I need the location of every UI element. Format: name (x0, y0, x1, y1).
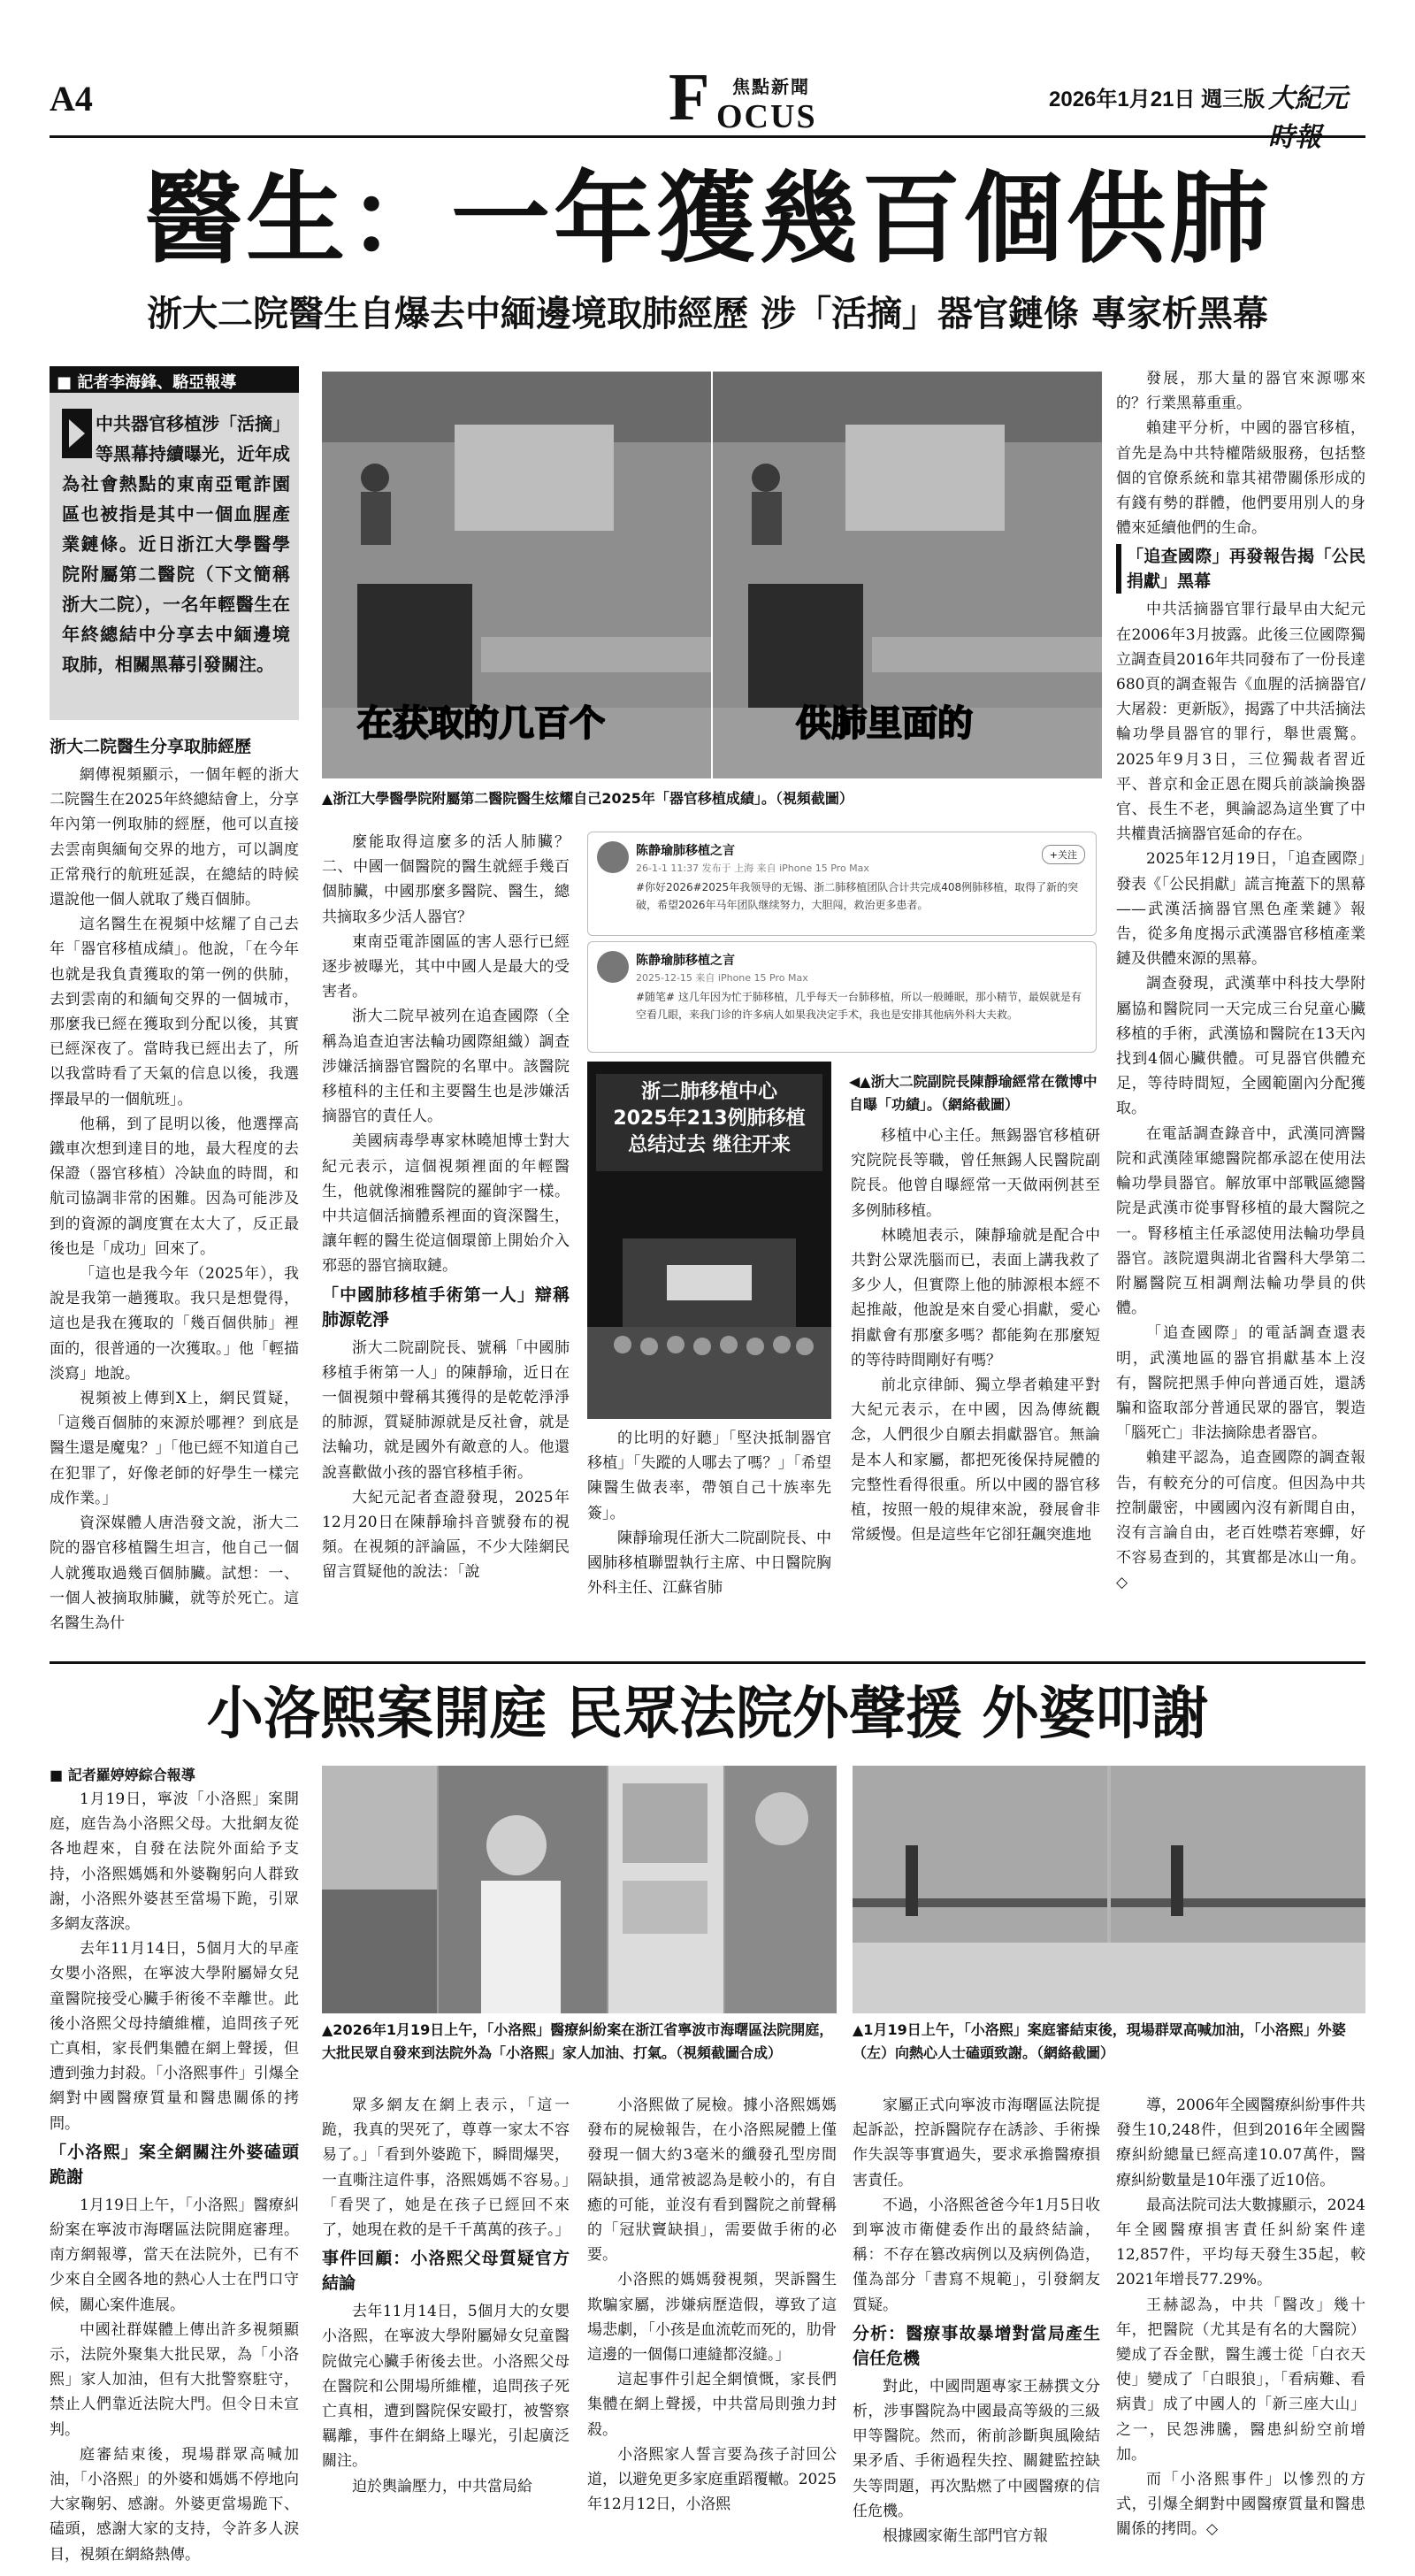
photo-caption: ▲浙江大學醫學院附屬第二醫院醫生炫耀自己2025年「器官移植成績」。（視頻截圖） (322, 790, 853, 807)
byline: ■ 記者李海鋒、駱亞報導 (50, 366, 299, 393)
paragraph: 美國病毒學專家林曉旭博士對大紀元表示，這個視頻裡面的年輕醫生，他就像湘雅醫院的羅帥宇一樣。中共這個活摘體系裡面的資深醫生，讓年輕的醫生從這個環節上開始介入邪惡的器官摘取鏈。 (322, 1132, 570, 1276)
paragraph: 在電話調查錄音中，武漢同濟醫院和武漢陸軍總醫院都承認在使用法輪功學員器官。解放軍中部戰區總醫院是武漢市從事腎移植的最大醫院之一。腎移植主任承認使用法輪功學員器官。該院還與湖北省醫科大學第二附屬醫院互相調劑法輪功學員的供體。 (1116, 1124, 1365, 1318)
section-logo-letter: F (669, 60, 710, 134)
paragraph: 移植中心主任。無錫器官移植研究院院長等職，曾任無錫人民醫院副院長。他曾自曝經常一天做兩例甚至多例肺移植。 (851, 1127, 1100, 1220)
paragraph: 這名醫生在視頻中炫耀了自己去年「器官移植成績」。他說，「在今年也就是我負責獲取的第一例的供肺，去到雲南的和緬甸交界的一個城市，那麼我已經在獲取到分配以後，其實已經深夜了。當時我已經出去了，所以我當時看了天氣的信息以後，我選擇最早的一個航班」。 (50, 916, 299, 1108)
video-frame-right (713, 372, 1102, 778)
paragraph: 1月19日上午，「小洛熙」醫療糾紛案在寧波市海曙區法院開庭審理。南方網報導，當天在法院外，已有不少來自全國各地的熱心人士在門口守候，關心案件進展。 (50, 2196, 299, 2314)
paragraph: 去年11月14日，5個月大的女嬰小洛熙，在寧波大學附屬婦女兒童醫院做完心臟手術後去世。小洛熙父母在醫院和公開場所維權，追問孩子死亡真相，遭到醫院保安毆打，被警察羈離，事件在網絡上曝光，引起廣泛關注。 (322, 2303, 570, 2471)
post-text: #随笔# 这几年因为忙于肺移植，几乎每天一台肺移植，所以一般睡眠，那小精节，最娱就是有空看几眼，来我门诊的许多病人如果我决定手术，我也是安排其他病外科大夫救。 (636, 991, 1082, 1021)
paragraph: 不過，小洛熙爸爸今年1月5日收到寧波市衛健委作出的最終結論，稱：不存在篡改病例以及病例偽造，僅為部分「書寫不規範」，引發網友質疑。 (853, 2196, 1100, 2314)
weibo-post (587, 832, 1097, 936)
post-meta: 26-1-1 11:37 发布于 上海 来自 iPhone 15 Pro Max (636, 862, 869, 874)
paragraph: 去年11月14日，5個月大的早產女嬰小洛熙，在寧波大學附屬婦女兒童醫院接受心臟手術後不幸離世。此後小洛熙父母持續維權，追問孩子死亡真相，家長們集體在網上聲援，但遭到強力封殺。「小洛熙事件」引爆全網對中國醫療質量和醫患關係的拷問。 (50, 1940, 299, 2133)
section-heading: 「小洛熙」案全網關注外婆磕頭跪謝 (50, 2142, 299, 2187)
lead-text (62, 409, 290, 679)
paragraph: 浙大二院副院長、號稱「中國肺移植手術第一人」的陳靜瑜，近日在一個視頻中聲稱其獲得的是乾乾淨淨的肺源，質疑肺源就是反社會，就是法輪功，就是國外有敵意的人。他還說喜歡做小孩的器官移植手術。 (322, 1338, 570, 1482)
article-column-4 (851, 1123, 1100, 1547)
video-frame-left (322, 372, 711, 778)
article-column-3 (587, 2093, 837, 2517)
paragraph: 根據國家衛生部門官方報 (883, 2527, 1048, 2546)
paragraph: 王赫認為，中共「醫改」幾十年，把醫院（尤其是有名的大醫院）變成了吞金獸，醫生護士從「白衣天使」變成了「白眼狼」，「看病難、看病貴」成了中國人的「新三座大山」之一，民怨沸騰，醫患糾紛空前增加。 (1116, 2296, 1365, 2464)
paragraph: 浙大二院早被列在追查國際（全稱為追查迫害法輪功國際組織）調查涉嫌活摘器官醫院的名單中。該醫院移植科的主任和主要醫生也是涉嫌活摘器官的責任人。 (322, 1008, 570, 1126)
court-crowd-photo (322, 1766, 837, 2013)
paragraph: 賴建平分析，中國的器官移植，首先是為中共特權階級服務，包括整個的官僚系統和靠其裙帶關係形成的有錢有勢的群體，他們要用別人的身體來延續他們的生命。 (1116, 419, 1365, 538)
arrow-icon (62, 409, 92, 458)
post-author: 陈静瑜肺移植之言 (636, 954, 735, 968)
section-heading: 「中國肺移植手術第一人」辯稱肺源乾淨 (322, 1284, 570, 1330)
paragraph: 2025年12月19日，「追查國際」發表《「公民捐獻」謊言掩蓋下的黑幕——武漢活摘器官黑色產業鏈》報告，從多角度揭示武漢器官移植產業鏈及供體來源的黑幕。 (1116, 850, 1365, 969)
lead-paragraph: 中共器官移植涉「活摘」等黑幕持續曝光，近年成為社會熱點的東南亞電詐園區也被指是其中一個血腥產業鏈條。近日浙江大學醫學院附屬第二醫院（下文簡稱浙大二院），一名年輕醫生在年終總結中分享去中緬邊境取肺，相關黑幕引發關注。 (62, 413, 290, 675)
masthead (50, 60, 1365, 153)
byline: ■ 記者羅婷婷綜合報導 (50, 1767, 195, 1783)
paragraph: 林曉旭表示，陳靜瑜就是配合中共對公眾洗腦而已，表面上講我救了多少人，但實際上他的肺源根本經不起推敲，他說是來自愛心捐獻，愛心捐獻會有那麼多嗎？都能夠在那麼短的等待時間剛好有嗎？ (851, 1226, 1100, 1369)
article-column-3 (587, 1426, 831, 1600)
paragraph: 最高法院司法大數據顯示，2024年全國醫療損害責任糾紛案件達12,857件，平均每天發生35起，較2021年增長77.29%。 (1116, 2196, 1365, 2289)
court-gate-photo (853, 1766, 1365, 2013)
dateline: 2026年1月21日 週三版 (1049, 88, 1266, 111)
paragraph: 網傳視頻顯示，一個年輕的浙大二院醫生在2025年終總結會上，分享年內第一例取肺的經歷，他可以直接去雲南與緬甸交界的地方，可以調度正常飛行的航班延誤，在總結的時候還說他一個人就取了幾百個肺。 (50, 766, 299, 909)
screen-slogan: 浙二肺移植中心 2025年213例肺移植 总结过去 继往开来 (613, 1081, 806, 1156)
paragraph: 對此，中國問題專家王赫撰文分析，涉事醫院為中國最高等級的三級甲等醫院。然而，術前診斷與風險結果矛盾、手術過程失控、關鍵監控缺失等問題，再次點燃了中國醫療的信任危機。 (853, 2377, 1100, 2520)
paragraph: 陳靜瑜現任浙大二院副院長、中國肺移植聯盟執行主席、中日醫院胸外科主任、江蘇省肺 (587, 1529, 831, 1598)
article-column-4 (853, 2093, 1100, 2549)
event-photo (587, 1062, 831, 1419)
paragraph: 的比明的好聽」「堅決抵制器官移植」「失蹤的人哪去了嗎？」「希望陳醫生做表率，帶領自己十族率先簽」。 (587, 1430, 831, 1522)
article-column-5 (1116, 2093, 1365, 2542)
paragraph: 小洛熙做了屍檢。據小洛熙媽媽發布的屍檢報告，在小洛熙屍體上僅發現一個大約3毫米的纖發孔型房間隔缺損，通常被認為是較小的，有自癒的可能，並沒有看到醫院之前聲稱的「冠狀竇缺損」，需要做手術的必要。 (587, 2097, 837, 2265)
paragraph: 這起事件引起全網憤慨，家長們集體在網上聲援，中共當局則強力封殺。 (587, 2371, 837, 2439)
headline: 醫生：一年獲幾百個供肺 (143, 161, 1272, 277)
paragraph: 小洛熙的媽媽發視頻，哭訴醫生欺騙家屬，涉嫌病歷造假，導致了這場悲劇，「小孩是血流乾而死的，肋骨這邊的一個傷口連縫都沒縫。」 (587, 2271, 837, 2365)
paragraph: 而「小洛熙事件」以慘烈的方式，引爆全網對中國醫療質量和醫患關係的拷問。◇ (1116, 2471, 1365, 2539)
video-subtitle-right: 供肺里面的 (796, 703, 973, 744)
section-heading: 「追查國際」再發報告揭「公民捐獻」黑幕 (1116, 544, 1365, 594)
photo-caption: ▲1月19日上午，「小洛熙」案庭審結束後，現場群眾高喊加油，「小洛熙」外婆（左）向熱心人士磕頭致謝。（網絡截圖） (853, 2021, 1346, 2061)
section-title-en: OCUS (716, 98, 817, 135)
paragraph: 他稱，到了昆明以後，他選擇高鐵車次想到達目的地，最大程度的去保證（器官移植）冷缺血的時間，和航司協調非常的困難。因為可能涉及到的資源的調度實在太大了，反正最後也是「成功」回來了。 (50, 1115, 299, 1258)
article-column-1 (50, 1764, 299, 2567)
section-heading: 浙大二院醫生分享取肺經歷 (50, 737, 252, 756)
post-text: #你好2026#2025年我领导的无锡、浙二肺移植团队合计共完成408例肺移植，取得了新的突破，希望2026年马年团队继续努力，大胆闯，救治更多患者。 (636, 881, 1079, 911)
paragraph: 導，2006年全國醫療糾紛事件共發生10,248件，但到2016年全國醫療糾紛總量已經高達10.07萬件，醫療糾紛數量是10年漲了近10倍。 (1116, 2097, 1365, 2189)
video-subtitle-left: 在获取的几百个 (357, 703, 605, 744)
paragraph: 麼能取得這麼多的活人肺臟？二、中國一個醫院的醫生就經手幾百個肺臟，中國那麼多醫院、醫生，總共摘取多少活人器官？ (322, 833, 570, 926)
subheadline: 浙大二院醫生自爆去中緬邊境取肺經歷 涉「活摘」器官鏈條 專家析黑幕 (147, 294, 1268, 334)
headline: 小洛熙案開庭 民眾法院外聲援 外婆叩謝 (206, 1682, 1209, 1747)
paragraph: 資深媒體人唐浩發文說，浙大二院的器官移植醫生坦言，他自己一個人就獲取過幾百個肺臟。試想：一、一個人被摘取肺臟，就等於死亡。這名醫生為什 (50, 1514, 299, 1632)
avatar (597, 841, 629, 873)
avatar (597, 951, 629, 983)
story-divider (50, 1661, 1365, 1664)
weibo-post (587, 941, 1097, 1053)
page-number: A4 (50, 79, 93, 119)
newspaper-name: 大紀元時報 (1268, 83, 1348, 153)
paragraph: 「這也是我今年（2025年），我說是我第一趟獲取。我只是想覺得，這也是我在獲取的「幾百個供肺」裡面的，很普通的一次獲取。」他「輕描淡寫」地說。 (50, 1265, 299, 1383)
paragraph: 庭審結束後，現場群眾高喊加油，「小洛熙」的外婆和媽媽不停地向大家鞠躬、感謝。外婆更當場跪下、磕頭，感謝大家的支持，令許多人淚目，視頻在網絡熱傳。 (50, 2445, 299, 2564)
article-column-5 (1116, 366, 1365, 1596)
paragraph: 前北京律師、獨立學者賴建平對大紀元表示，在中國，因為傳統觀念，人們很少自願去捐獻器官。無論是本人和家屬，都把死後保持屍體的完整性看得很重。所以中國的器官移植，按照一般的規律來說，發展會非常緩慢。但是這些年它卻狂飆突進地 (851, 1376, 1100, 1545)
photo-caption: ▲2026年1月19日上午，「小洛熙」醫療糾紛案在浙江省寧波市海曙區法院開庭，大批民眾自發來到法院外為「小洛熙」家人加油、打氣。（視頻截圖合成） (322, 2021, 834, 2061)
post-meta: 2025-12-15 来自 iPhone 15 Pro Max (636, 972, 808, 984)
paragraph: 家屬正式向寧波市海曙區法院提起訴訟，控訴醫院存在誘診、手術操作失誤等事實過失，要求承擔醫療損害責任。 (853, 2097, 1100, 2189)
paragraph: 小洛熙家人誓言要為孩子討回公道，以避免更多家庭重蹈覆轍。2025年12月12日，小洛熙 (587, 2445, 837, 2514)
paragraph: 調查發現，武漢華中科技大學附屬協和醫院同一天完成三台兒童心臟移植的手術，武漢協和醫院在13天內找到4個心臟供體。可見器官供體充足，等待時間短，全國範圍內分配獲取。 (1116, 975, 1365, 1118)
paragraph: 「追查國際」的電話調查還表明，武漢地區的器官捐獻基本上沒有，醫院把黑手伸向普通百姓，還誘騙和盜取部分普通民眾的器官，製造「腦死亡」非法摘除患者器官。 (1116, 1324, 1365, 1443)
paragraph: 中國社群媒體上傳出許多視頻顯示，法院外聚集大批民眾，為「小洛熙」家人加油，但有大批警察駐守，禁止人們靠近法院大門。但令日未宣判。 (50, 2320, 299, 2439)
article-column-2 (322, 830, 570, 1585)
section-heading: 事件回顧：小洛熙父母質疑官方結論 (322, 2249, 570, 2294)
section-title-zh: 焦點新聞 (732, 76, 810, 97)
article-column-1 (50, 731, 299, 1636)
photo-caption: ◀▲浙大二院副院長陳靜瑜經常在微博中自曝「功績」。（網絡截圖） (849, 1073, 1098, 1113)
paragraph: 眾多網友在網上表示，「這一跪，我真的哭死了，尊尊一家太不容易了。」「看到外婆跪下，瞬間爆哭，一直嘶注這件事，洛熙媽媽不容易。」「看哭了，她是在孩子已經回不來了，她現在救的是千千萬萬的孩子。」 (322, 2097, 570, 2240)
follow-button[interactable]: +关注 (1042, 845, 1085, 864)
paragraph: 1月19日，寧波「小洛熙」案開庭，庭告為小洛熙父母。大批網友從各地趕來，自發在法院外面給予支持，小洛熙媽媽和外婆鞠躬向人群致謝，小洛熙外婆甚至當場下跪，引眾多網友落淚。 (50, 1790, 299, 1934)
paragraph: 迫於輿論壓力，中共當局給 (352, 2477, 532, 2496)
paragraph: 視頻被上傳到X上，網民質疑，「這幾百個肺的來源於哪裡？到底是醫生還是魔鬼？」「他已經不知道自己在犯罪了，好像老師的好學生一樣完成作業。」 (50, 1390, 299, 1507)
paragraph: 中共活摘器官罪行最早由大紀元在2006年3月披露。此後三位國際獨立調查員2016年共同發布了一份長達680頁的調查報告《血腥的活摘器官/大屠殺：更新版》，揭露了中共活摘法輪功學員器官的罪行，舉世震驚。2025年9月3日，三位獨裁者習近平、普京和金正恩在閱兵前談論換器官、長生不老，興論認為這坐實了中共權貴活摘器官延命的存在。 (1116, 601, 1365, 844)
paragraph: 東南亞電詐園區的害人惡行已經逐步被曝光，其中中國人是最大的受害者。 (322, 932, 570, 1001)
post-author: 陈静瑜肺移植之言 (636, 844, 735, 858)
paragraph: 大紀元記者查證發現，2025年12月20日在陳靜瑜抖音號發布的視頻。在視頻的評論區，不少大陸網民留言質疑他的說法：「說 (322, 1488, 570, 1582)
article-column-2 (322, 2093, 570, 2499)
section-heading: 分析：醫療事故暴增對當局產生信任危機 (853, 2323, 1100, 2368)
paragraph: 發展，那大量的器官來源哪來的？行業黑幕重重。 (1116, 370, 1365, 413)
paragraph: 賴建平認為，追查國際的調查報告，有較充分的可信度。但因為中共控制嚴密，中國國內沒有新聞自由，沒有言論自由，老百姓噤若寒蟬，好不容易查到的，其實都是冰山一角。◇ (1116, 1449, 1365, 1592)
